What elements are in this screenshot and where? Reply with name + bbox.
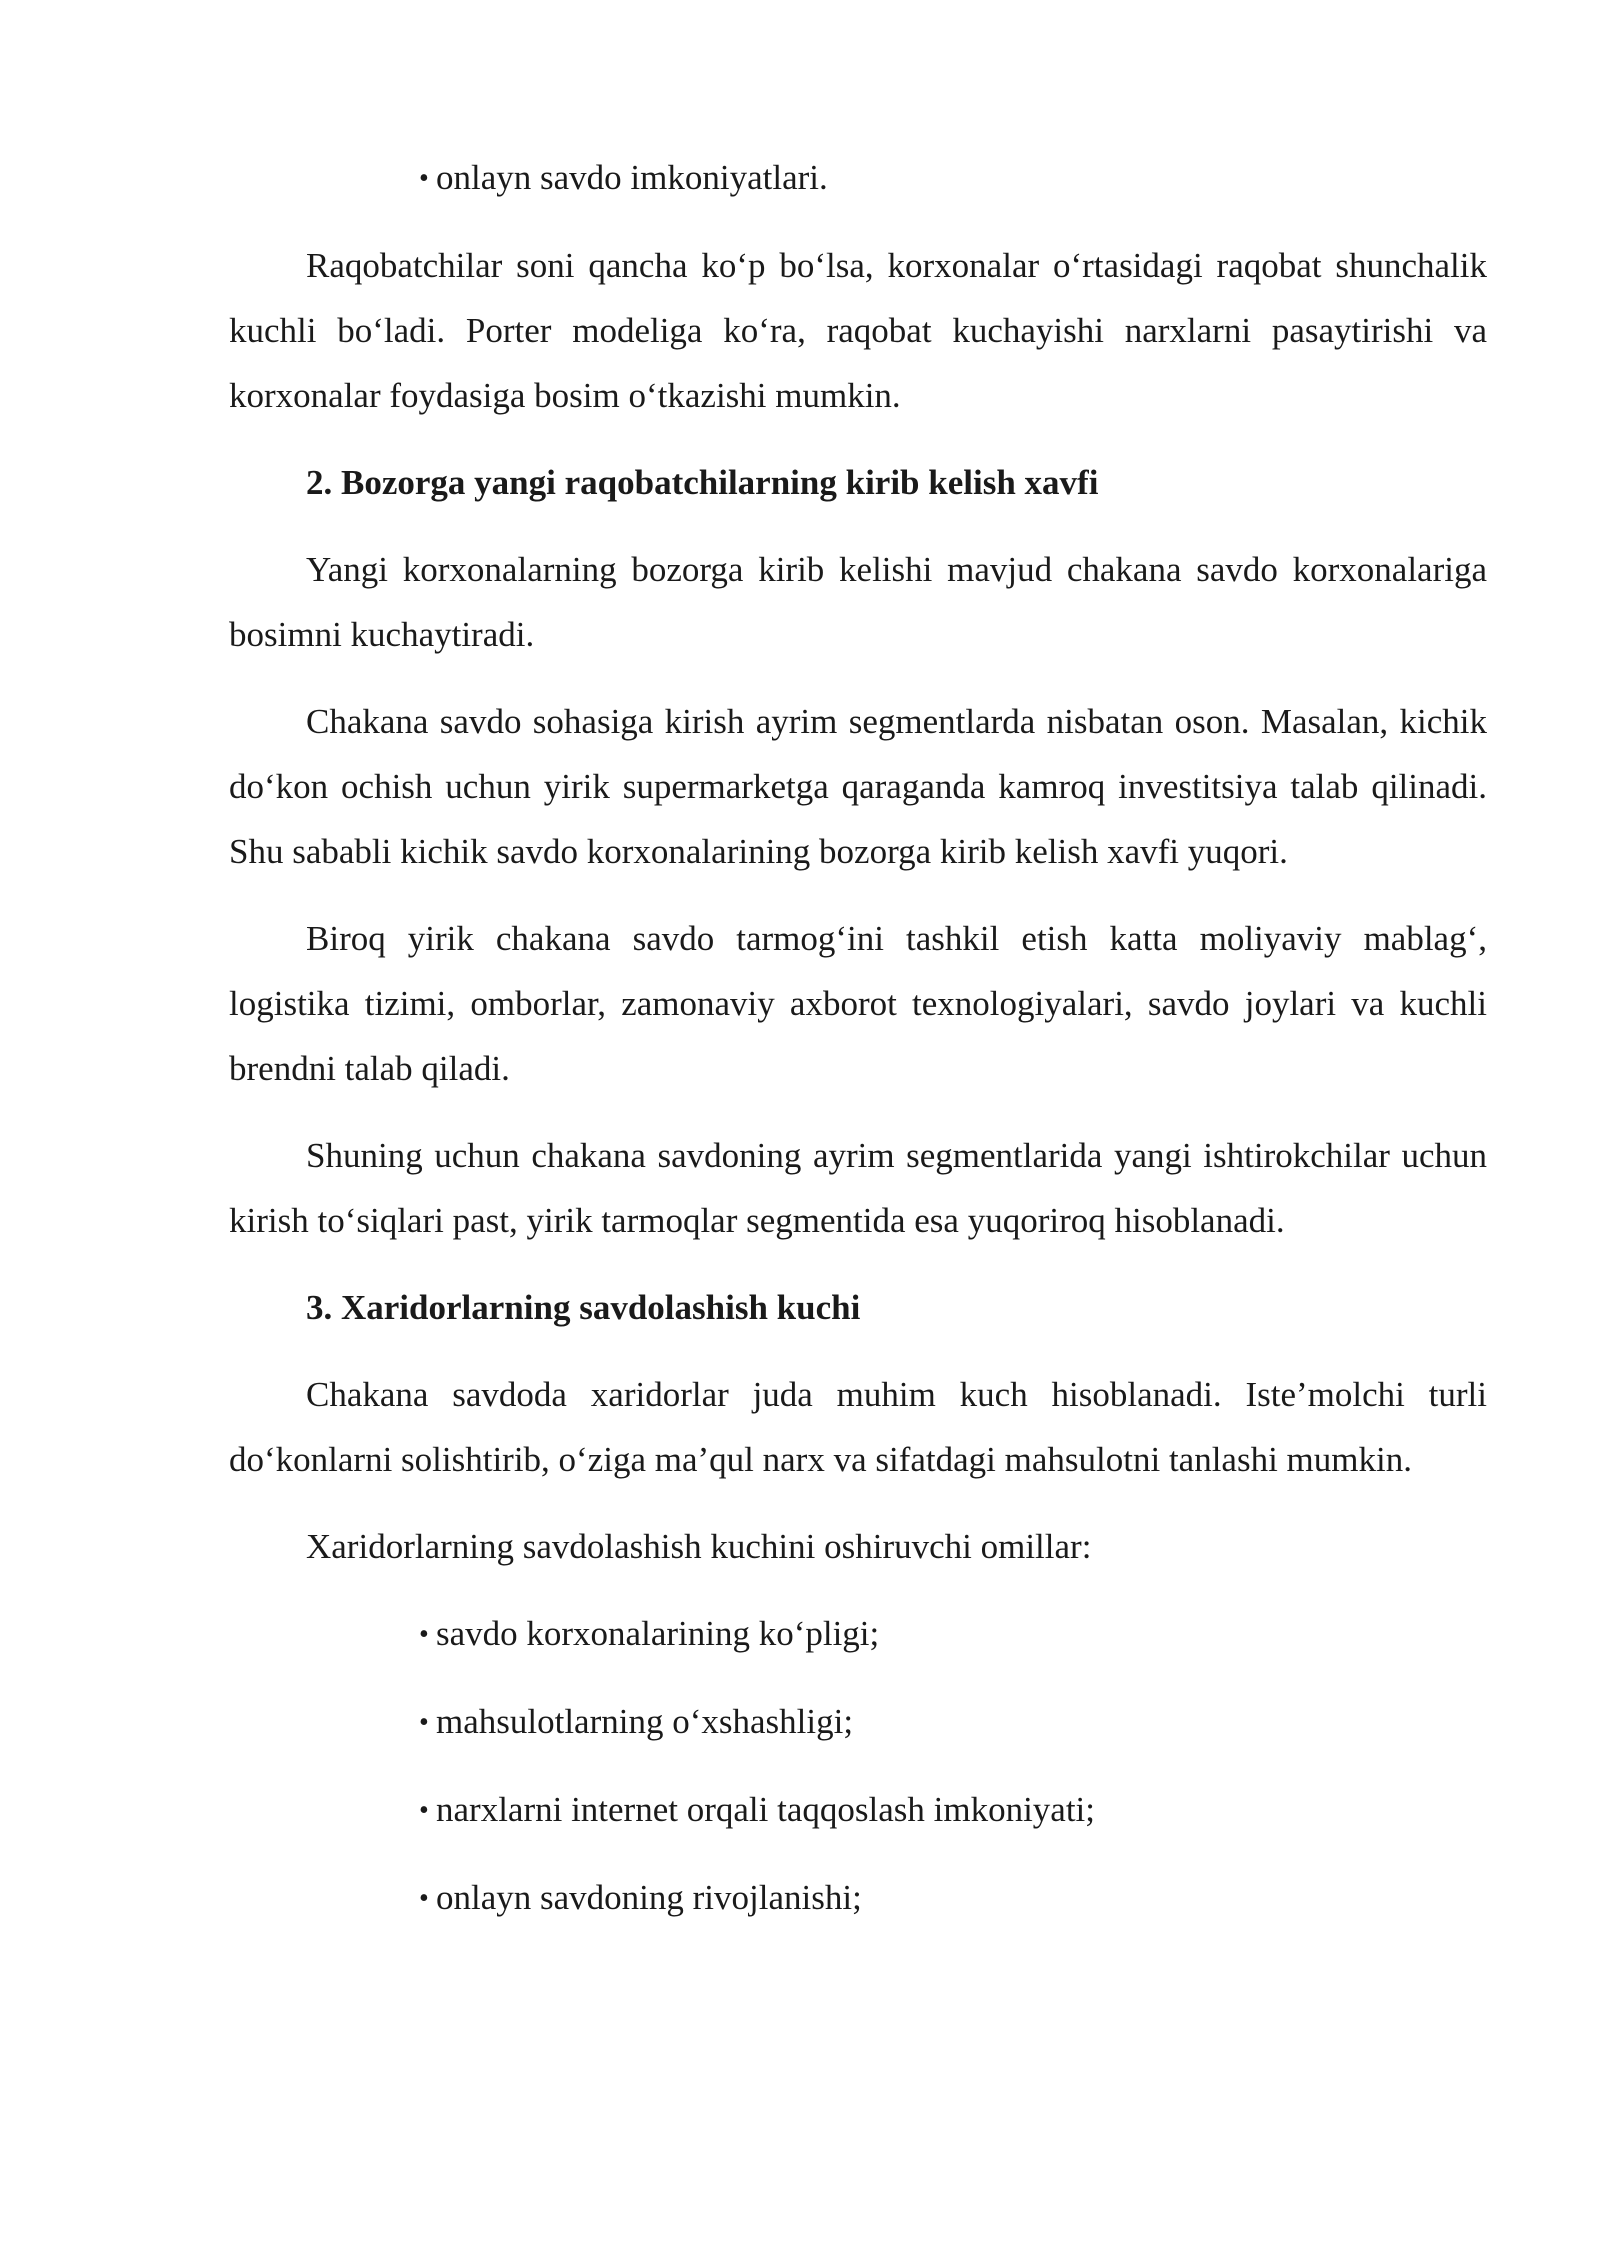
list-item-text: savdo korxonalarining ko‘pligi; — [436, 1614, 880, 1653]
bullet-icon: • — [419, 163, 429, 194]
list-item — [229, 1777, 1487, 1843]
bullet-icon: • — [419, 1707, 429, 1738]
paragraph-factors-intro: Xaridorlarning savdolashish kuchini oshiruvchi omillar: — [306, 1527, 1092, 1566]
paragraph-new-companies: Yangi korxonalarning bozorga kirib kelishi mavjud chakana savdo korxonalariga bosimni kuchaytiradi. — [229, 550, 1487, 654]
list-item — [229, 1689, 1487, 1755]
paragraph-competitors: Raqobatchilar soni qancha ko‘p bo‘lsa, korxonalar o‘rtasidagi raqobat shunchalik kuchli bo‘ladi. Porter modeliga ko‘ra, raqobat kuchayishi narxlarni pasaytirishi va korxonalar foydasiga bosim o‘tkazishi mumkin. — [229, 246, 1487, 415]
paragraph-entry-barriers: Shuning uchun chakana savdoning ayrim segmentlarida yangi ishtirokchilar uchun kirish to‘siqlari past, yirik tarmoqlar segmentida esa yuqoriroq hisoblanadi. — [229, 1136, 1487, 1240]
bullet-icon: • — [419, 1795, 429, 1826]
list-item-text: onlayn savdoning rivojlanishi; — [436, 1878, 862, 1917]
paragraph-entry-ease: Chakana savdo sohasiga kirish ayrim segmentlarda nisbatan oson. Masalan, kichik do‘kon ochish uchun yirik supermarketga qaraganda kamroq investitsiya talab qilinadi. Shu sababli kichik savdo korxonalarining bozorga kirib kelish xavfi yuqori. — [229, 702, 1487, 871]
bullet-icon: • — [419, 1883, 429, 1914]
section-heading-new-entrants: 2. Bozorga yangi raqobatchilarning kirib kelish xavfi — [306, 463, 1099, 502]
document-page — [229, 145, 1487, 1953]
bullet-icon: • — [419, 1619, 429, 1650]
list-item-text: mahsulotlarning o‘xshashligi; — [436, 1702, 854, 1741]
list-item — [229, 1601, 1487, 1667]
list-item-text: onlayn savdo imkoniyatlari. — [436, 158, 828, 197]
list-item-text: narxlarni internet orqali taqqoslash imkoniyati; — [436, 1790, 1096, 1829]
list-item — [229, 1865, 1487, 1931]
paragraph-large-network: Biroq yirik chakana savdo tarmog‘ini tashkil etish katta moliyaviy mablag‘, logistika tizimi, omborlar, zamonaviy axborot texnologiyalari, savdo joylari va kuchli brendni talab qiladi. — [229, 919, 1487, 1088]
paragraph-buyers: Chakana savdoda xaridorlar juda muhim kuch hisoblanadi. Iste’molchi turli do‘konlarni solishtirib, o‘ziga ma’qul narx va sifatdagi mahsulotni tanlashi mumkin. — [229, 1375, 1487, 1479]
section-heading-buyer-power: 3. Xaridorlarning savdolashish kuchi — [306, 1288, 861, 1327]
list-item — [229, 145, 1487, 211]
